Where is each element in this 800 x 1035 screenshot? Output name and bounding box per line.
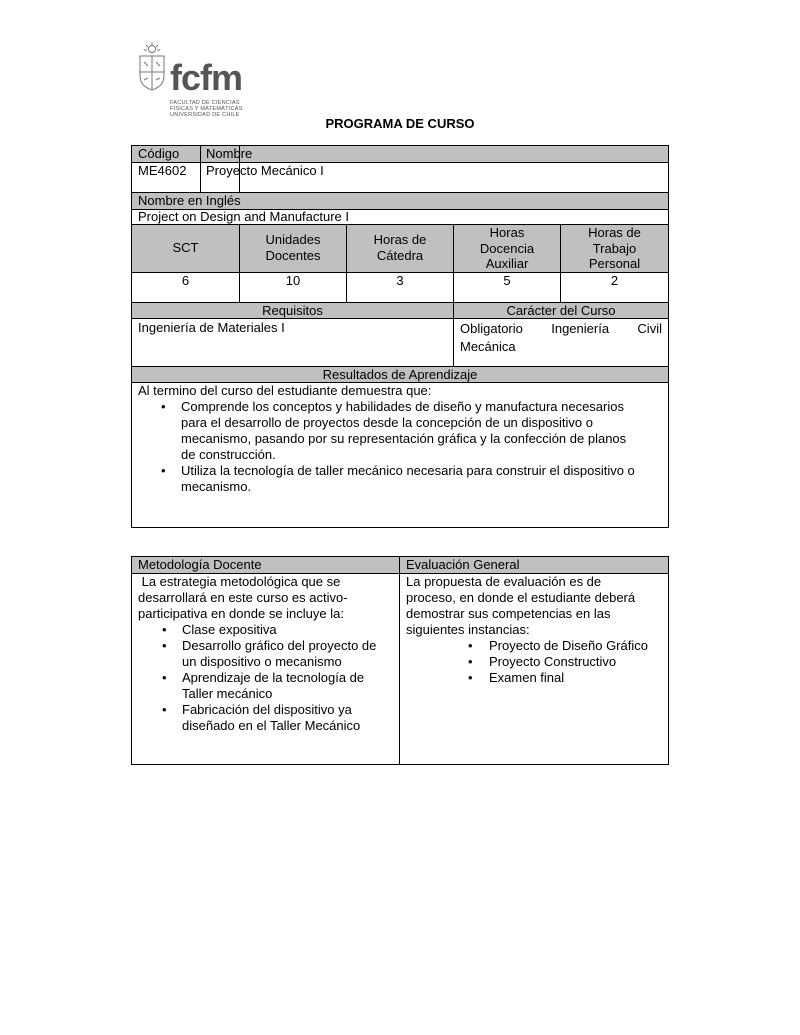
sct-header: SCT [132, 225, 240, 273]
course-info-table [131, 145, 669, 528]
nombre-header: Nombre [240, 146, 669, 163]
bullet-icon: • [162, 638, 167, 653]
nombre-ingles-header: Nombre en Inglés [132, 193, 669, 210]
unidades-docentes-header: Unidades Docentes [240, 225, 347, 273]
horas-docencia-auxiliar-header: Horas Docencia Auxiliar [454, 225, 561, 273]
list-item: • Comprende los conceptos y habilidades de diseño y manufactura necesarios para el desarrollo de proyectos desde la concepción de un dispositivo o mecanismo, pasando por su representación gráfica y la confección de planos de construcción. [161, 398, 627, 462]
horas-trabajo-personal-value: 2 [561, 272, 669, 302]
bullet-icon: • [468, 654, 473, 669]
codigo-value: ME4602 [132, 163, 240, 193]
list-item: • Examen final [468, 670, 565, 685]
requisitos-value: Ingeniería de Materiales I [132, 318, 454, 366]
bullet-icon: • [162, 670, 167, 685]
list-item: • Desarrollo gráfico del proyecto de un dispositivo o mecanismo [162, 638, 377, 669]
evaluacion-content: La propuesta de evaluación es de proceso, en donde el estudiante deberá demostrar sus competencias en las siguientes instancias: • Proyecto de Diseño Gráfico • Proyecto Constructivo • Examen final [400, 574, 669, 765]
bullet-icon: • [162, 702, 167, 717]
bullet-icon: • [162, 622, 167, 637]
resultados-header: Resultados de Aprendizaje [132, 366, 669, 382]
list-item: • Proyecto de Diseño Gráfico [468, 638, 648, 653]
codigo-header: Código [132, 146, 240, 163]
university-crest-icon [138, 42, 258, 102]
caracter-header: Carácter del Curso [454, 302, 669, 318]
horas-docencia-auxiliar-value: 5 [454, 272, 561, 302]
unidades-docentes-value: 10 [240, 272, 347, 302]
list-item: • Clase expositiva [162, 622, 277, 637]
horas-catedra-header: Horas de Cátedra [347, 225, 454, 273]
bullet-icon: • [468, 670, 473, 685]
page-title: PROGRAMA DE CURSO [325, 116, 475, 131]
evaluacion-header: Evaluación General [400, 557, 669, 574]
nombre-ingles-value: Project on Design and Manufacture I [132, 210, 669, 225]
list-item: • Aprendizaje de la tecnología de Taller mecánico [162, 670, 365, 701]
horas-trabajo-personal-header: Horas de Trabajo Personal [561, 225, 669, 273]
metodologia-content: La estrategia metodológica que se desarrollará en este curso es activo- participativa en donde se incluye la: • Clase expositiva • Desarrollo gráfico del proyecto de un dispositivo o mecanismo • Aprendizaje de la tecnología de Taller mecánico • Fabricación del dispositivo ya diseñado en el Taller Mecánico [132, 574, 400, 765]
requisitos-header: Requisitos [132, 302, 454, 318]
metodologia-header: Metodología Docente [132, 557, 400, 574]
list-item: • Fabricación del dispositivo ya diseñado en el Taller Mecánico [162, 702, 361, 733]
list-item: • Utiliza la tecnología de taller mecánico necesaria para construir el dispositivo o mecanismo. [161, 462, 635, 494]
logo-wordmark: fcfm [170, 57, 243, 98]
horas-catedra-value: 3 [347, 272, 454, 302]
bullet-icon: • [161, 462, 166, 478]
logo-subtitle: FACULTAD DE CIENCIAS FÍSICAS Y MATEMÁTICAS UNIVERSIDAD DE CHILE [170, 100, 243, 119]
methodology-table [131, 556, 669, 765]
caracter-value: Obligatorio Ingeniería Civil Mecánica [454, 318, 669, 366]
list-item: • Proyecto Constructivo [468, 654, 617, 669]
bullet-icon: • [468, 638, 473, 653]
bullet-icon: • [161, 398, 166, 414]
nombre-value: Proyecto Mecánico I [240, 163, 669, 193]
sct-value: 6 [132, 272, 240, 302]
resultados-content: Al termino del curso del estudiante demuestra que: • Comprende los conceptos y habilidades de diseño y manufactura necesarios para el desarrollo de proyectos desde la concepción de un dispositivo o mecanismo, pasando por su representación gráfica y la confección de planos de construcción. • Utiliza la tecnología de taller mecánico necesaria para construir el dispositivo o mecanismo. [132, 382, 669, 527]
